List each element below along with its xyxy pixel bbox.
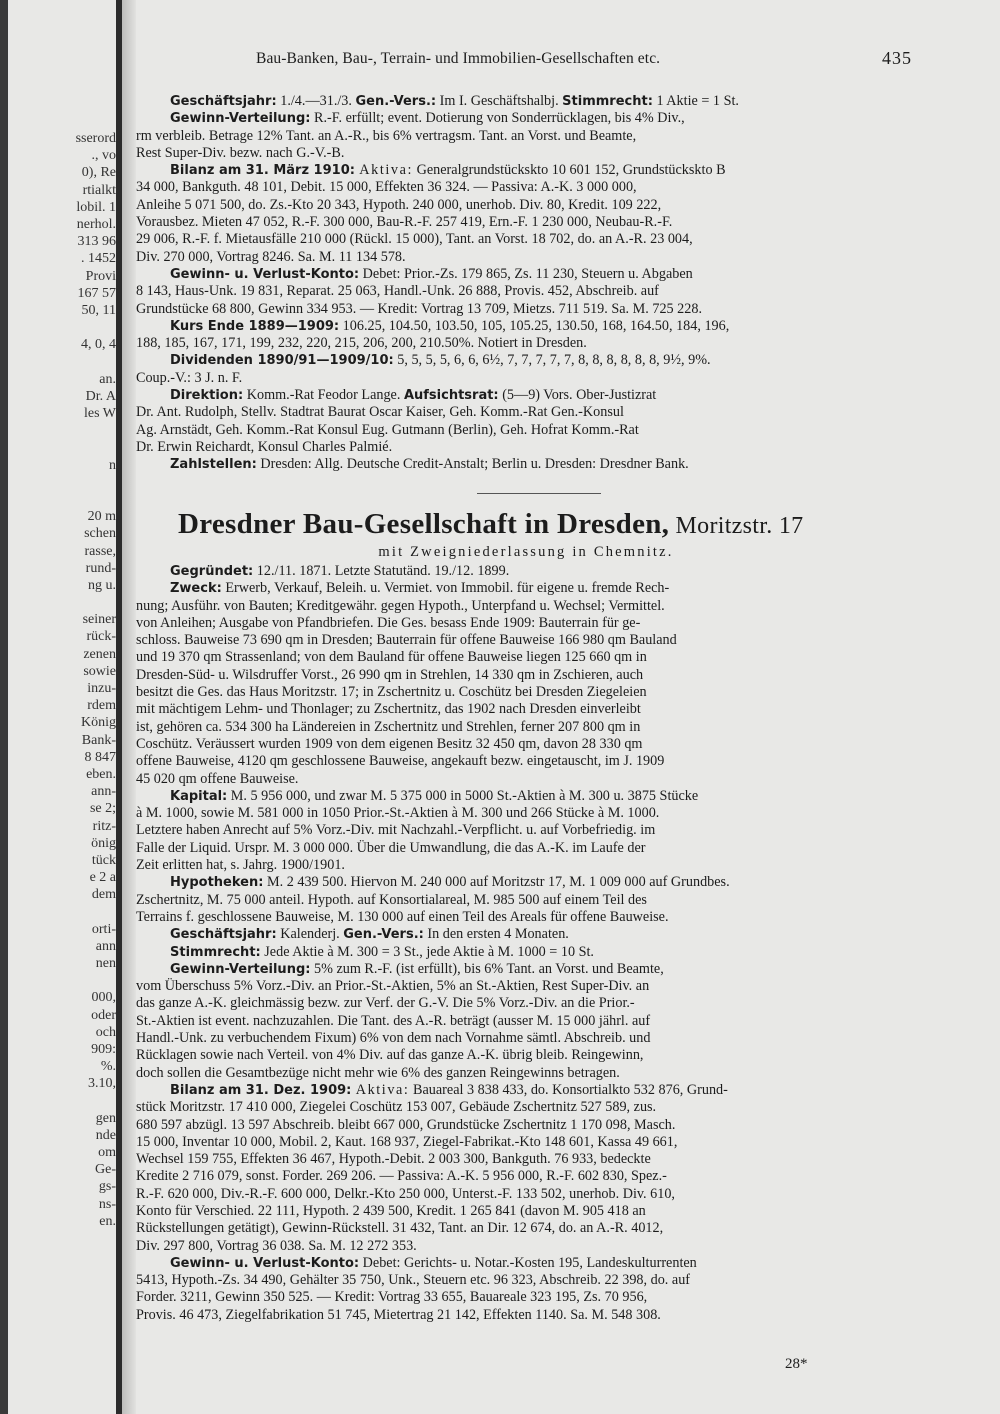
entry-label: Gen.-Vers.:: [343, 927, 424, 943]
entry-text: mit mächtigem Lehm- und Thonlager; zu Zschertnitz, das 1902 nach Dresden einverleibt: [136, 701, 641, 718]
text-line: [136, 926, 916, 943]
printer-signature-mark: 28*: [785, 1356, 808, 1372]
margin-fragment: König: [81, 715, 116, 731]
entry-text: Handl.-Unk. zu verbuchendem Fixum) 6% von dem nach Vornahme sämtl. Abschreib. und: [136, 1030, 651, 1047]
entry-text: von Anleihen; Ausgabe von Pfandbriefen. Die Ges. besass Ende 1909: Bauterrain für ge-: [136, 614, 641, 631]
entry-text: Rücklagen sowie nach Verteil. von 4% Div. auf das ganze A.-K. übrig bleib. Reingewinn,: [136, 1047, 644, 1064]
text-line: [136, 701, 916, 718]
company-heading: [178, 508, 918, 541]
text-line: [136, 1047, 916, 1064]
entry-text: doch sollen die Gesamtbezüge nicht mehr wie 6% des ganzen Reingewinns betragen.: [136, 1064, 620, 1081]
entry-text: und 19 370 qm Strassenland; von dem Bauland für offene Bauweise liegen 125 660 qm in: [136, 649, 647, 666]
margin-fragment: rund-: [85, 560, 116, 576]
text-line: [136, 771, 916, 788]
entry-text: rm verbleib. Betrage 12% Tant. an A.-R., bis 6% vertragsm. Tant. an Vorst. und Beamte,: [136, 127, 637, 144]
text-line: [136, 909, 916, 926]
entry-text: Aktiva:: [351, 1081, 410, 1098]
entry-text: ist, gehören ca. 534 300 ha Ländereien in Zschertnitz und Strehlen, ferner 207 800 qm in: [136, 718, 641, 735]
margin-fragment: ng u.: [88, 577, 116, 593]
entry-text: Dresden: Allg. Deutsche Credit-Anstalt; Berlin u. Dresden: Dresdner Bank.: [256, 456, 689, 473]
text-line: [136, 1203, 916, 1220]
margin-fragment: an.: [99, 371, 116, 387]
entry-text: 15 000, Inventar 10 000, Mobil. 2, Kaut. 168 937, Ziegel-Fabrikat.-Kto 148 601, Kassa 49 661,: [136, 1133, 678, 1150]
text-line: [136, 684, 916, 701]
entry-label: Kurs Ende 1889—1909:: [170, 318, 340, 334]
text-line: [136, 580, 916, 597]
entry-text: Provis. 46 473, Ziegelfabrikation 51 745, Mietertrag 21 142, Effekten 1140. Sa. M. 548 308.: [136, 1306, 661, 1323]
entry-text: M. 2 439 500. Hiervon M. 240 000 auf Moritzstr 17, M. 1 009 000 auf Grundbes.: [263, 874, 730, 891]
entry-text: 1 Aktie = 1 St.: [652, 93, 739, 109]
text-line: [136, 283, 916, 300]
entry-text: 34 000, Bankguth. 48 101, Debit. 15 000, Effekten 36 324. — Passiva: A.-K. 3 000 000,: [136, 179, 637, 196]
text-line: [136, 249, 916, 266]
entry-label: Gewinn- u. Verlust-Konto:: [170, 1255, 360, 1271]
entry-text: schloss. Bauweise 73 690 qm in Dresden; Bauterrain für offene Bauweise 166 980 qm Bauland: [136, 632, 677, 649]
text-line: [136, 978, 916, 995]
margin-fragment: [30, 439, 116, 456]
entry-text: Zeit erlitten hat, s. Jahrg. 1900/1901.: [136, 857, 345, 874]
text-line: [136, 456, 916, 473]
margin-fragment: en.: [99, 1213, 116, 1229]
margin-fragment: Bank-: [81, 732, 116, 748]
entry-label: Geschäftsjahr:: [170, 94, 277, 109]
entry-text: 5, 5, 5, 5, 6, 6, 6½, 7, 7, 7, 7, 7, 8, 8, 8, 8, 8, 8, 9½, 9%.: [393, 352, 711, 369]
text-line: [136, 736, 916, 753]
margin-fragment: 000,: [91, 990, 116, 1006]
margin-fragment: [30, 474, 116, 491]
entry-text: 12./11. 1871. Letzte Statutänd. 19./12. 1899.: [253, 563, 510, 579]
margin-fragment: orti-: [91, 921, 116, 937]
text-line: [136, 632, 916, 649]
margin-fragment: nen: [95, 956, 116, 971]
text-line: [136, 93, 916, 110]
entry-text: 5413, Hypoth.-Zs. 34 490, Gehälter 35 750, Unk., Steuern etc. 96 323, Abschreib. 22 398, do. auf: [136, 1272, 691, 1289]
margin-fragment: ns-: [98, 1196, 116, 1212]
entry-text: Dr. Ant. Rudolph, Stellv. Stadtrat Baurat Oscar Kaiser, Geh. Komm.-Rat Gen.-Konsul: [136, 404, 624, 421]
margin-fragment: lobil. 1: [76, 199, 116, 215]
text-line: [136, 335, 916, 352]
entry-text: Grundstücke 68 800, Gewinn 334 953. — Kredit: Vortrag 13 709, Mietzs. 711 519. Sa. M. 725 228.: [136, 300, 703, 317]
margin-fragment: schen: [84, 526, 116, 542]
entry-label: Dividenden 1890/91—1909/10:: [170, 353, 394, 369]
text-line: [136, 162, 916, 179]
margin-fragment: eben.: [86, 766, 116, 782]
margin-fragment: 0), Re: [81, 165, 116, 181]
entry-text: Komm.-Rat Feodor Lange.: [243, 387, 404, 404]
entry-text: 5% zum R.-F. (ist erfüllt), bis 6% Tant. an Vorst. und Beamte,: [310, 960, 664, 977]
entry-text: 8 143, Haus-Unk. 19 831, Reparat. 25 063, Handl.-Unk. 26 888, Provis. 452, Abschreib. auf: [136, 283, 659, 300]
text-line: [136, 404, 916, 421]
entry-label: Zahlstellen:: [170, 457, 257, 473]
text-line: [136, 1030, 916, 1047]
margin-fragment: gs-: [98, 1179, 116, 1195]
entry-text: Rückstellungen getätigt), Gewinn-Rückstell. 31 432, Tant. an Dir. 12 674, do. an A.-R. 4012,: [136, 1220, 664, 1237]
text-line: [136, 719, 916, 736]
margin-fragment: och: [95, 1024, 116, 1040]
text-line: [136, 961, 916, 978]
text-line: [136, 110, 916, 127]
margin-fragment: sowie: [83, 663, 116, 679]
margin-fragment: 50, 11: [81, 302, 116, 318]
entry-text: Vorausbez. Mieten 47 052, R.-F. 300 000, Bau-R.-F. 257 419, Ern.-F. 1 230 000, Neubau-R.-F.: [136, 214, 673, 231]
entry-text: R.-F. 620 000, Div.-R.-F. 600 000, Delkr.-Kto 250 000, Unterst.-F. 133 502, unerhob. Div. 610,: [136, 1185, 675, 1202]
text-line: [136, 1013, 916, 1030]
margin-fragment: 8 847: [84, 749, 116, 765]
text-line: [136, 995, 916, 1012]
margin-fragment: [30, 1093, 116, 1110]
entry-text: Bauareal 3 838 433, do. Konsortialkto 532 876, Grund-: [409, 1081, 728, 1098]
text-line: [136, 944, 916, 961]
text-line: [136, 352, 916, 369]
margin-fragment: tück: [91, 852, 116, 868]
text-line: [136, 1186, 916, 1203]
previous-company-section: [136, 93, 916, 474]
text-line: [136, 1238, 916, 1255]
text-line: [136, 1220, 916, 1237]
entry-text: In den ersten 4 Monaten.: [423, 926, 569, 943]
entry-text: Debet: Prior.-Zs. 179 865, Zs. 11 230, Steuern u. Abgaben: [359, 265, 693, 282]
text-line: [136, 874, 916, 891]
entry-text: à M. 1000, sowie M. 581 000 in 1050 Prior.-St.-Aktien à M. 300 und 266 Stücke à M. 1000.: [136, 805, 660, 822]
margin-fragment: rasse,: [84, 543, 116, 559]
entry-text: Forder. 3211, Gewinn 350 525. — Kredit: Vortrag 33 655, Bauareale 323 195, Zs. 70 956,: [136, 1289, 648, 1306]
text-line: [136, 1289, 916, 1306]
text-line: [136, 214, 916, 231]
entry-text: Coschütz. Veräussert wurden 1909 von dem eigenen Besitz 32 450 qm, davon 28 330 qm: [136, 735, 643, 752]
company-name: Dresdner Bau-Gesellschaft in Dresden,: [178, 508, 670, 540]
text-line: [136, 753, 916, 770]
entry-text: Anleihe 5 071 500, do. Zs.-Kto 20 343, Hypoth. 240 000, unerhob. Div. 80, Kredit. 109 222,: [136, 196, 662, 213]
entry-label: Gegründet:: [170, 564, 254, 579]
margin-fragment: [30, 422, 116, 439]
text-line: [136, 231, 916, 248]
margin-fragment: n: [109, 457, 116, 473]
entry-text: vom Überschuss 5% Vorz.-Div. an Prior.-St.-Aktien, 5% an St.-Aktien, Rest Super-Div. an: [136, 978, 650, 995]
margin-fragment: zenen: [83, 646, 116, 662]
entry-text: 1./4.—31./3.: [276, 93, 356, 109]
text-line: [136, 301, 916, 318]
text-line: [136, 1307, 916, 1324]
entry-label: Kapital:: [170, 788, 228, 804]
entry-text: 45 020 qm offene Bauweise.: [136, 770, 299, 787]
entry-label: Gewinn-Verteilung:: [170, 111, 311, 127]
entry-label: Gen.-Vers.:: [355, 94, 437, 109]
entry-text: St.-Aktien ist event. nachzuzahlen. Die Tant. des A.-R. beträgt (ausser M. 15 000 jährl. auf: [136, 1012, 651, 1029]
book-binding-edge: [0, 0, 8, 1414]
text-line: [136, 439, 916, 456]
entry-text: 188, 185, 167, 171, 199, 232, 220, 215, 206, 200, 210.50%. Notiert in Dresden.: [136, 335, 587, 352]
margin-fragment: %.: [100, 1059, 116, 1075]
entry-text: Div. 270 000, Vortrag 8246. Sa. M. 11 134 578.: [136, 248, 406, 265]
entry-label: Hypotheken:: [170, 875, 264, 891]
margin-fragment: [30, 594, 116, 611]
text-line: [136, 370, 916, 387]
text-line: [136, 1117, 916, 1134]
entry-text: Wechsel 159 755, Effekten 36 467, Hypoth.-Debit. 2 003 300, Bankguth. 76 933, bedeckte: [136, 1151, 651, 1168]
text-line: [136, 318, 916, 335]
entry-text: Coup.-V.: 3 J. n. F.: [136, 369, 243, 386]
margin-fragment: 313 96: [77, 234, 116, 250]
entry-label: Bilanz am 31. März 1910:: [170, 163, 355, 179]
entry-label: Aufsichtsrat:: [403, 388, 499, 404]
entry-text: Jede Aktie à M. 300 = 3 St., jede Aktie à M. 1000 = 10 St.: [260, 943, 594, 960]
running-header: [256, 50, 912, 68]
margin-fragment: ann-: [91, 784, 116, 800]
entry-text: Zschertnitz, M. 75 000 anteil. Hypoth. auf Konsortialareal, M. 985 500 auf einem Teil des: [136, 891, 647, 908]
text-line: [136, 179, 916, 196]
margin-fragment: nerhol.: [76, 216, 116, 232]
text-line: [136, 1272, 916, 1289]
margin-fragment: 167 57: [77, 285, 116, 301]
entry-text: stück Moritzstr. 17 410 000, Ziegelei Coschütz 153 007, Gebäude Zschertnitz 527 589, zus.: [136, 1099, 657, 1116]
entry-text: offene Bauweise, 4120 qm geschlossene Bauweise, angekauft bezw. eingetauscht, im J. 1909: [136, 753, 665, 770]
text-line: [136, 1099, 916, 1116]
entry-label: Bilanz am 31. Dez. 1909:: [170, 1082, 352, 1098]
text-line: [136, 788, 916, 805]
entry-text: Div. 297 800, Vortrag 36 038. Sa. M. 12 272 353.: [136, 1237, 417, 1254]
text-line: [136, 1151, 916, 1168]
margin-fragment: [30, 353, 116, 370]
text-line: [136, 563, 916, 580]
margin-fragment: nde: [95, 1127, 116, 1143]
margin-fragment: [30, 491, 116, 508]
entry-text: Kredite 2 716 079, sonst. Forder. 269 206. — Passiva: A.-K. 5 956 000, R.-F. 602 830, Spez.-: [136, 1168, 667, 1185]
text-line: [136, 128, 916, 145]
entry-label: Stimmrecht:: [562, 94, 653, 109]
text-line: [136, 387, 916, 404]
margin-fragment: e 2 a: [89, 870, 116, 886]
text-line: [136, 598, 916, 615]
entry-text: Im I. Geschäftshalbj.: [436, 93, 563, 109]
margin-fragment: ann: [95, 938, 116, 954]
entry-text: Ag. Arnstädt, Geh. Komm.-Rat Konsul Eug. Gutmann (Berlin), Geh. Hofrat Komm.-Rat: [136, 421, 639, 438]
entry-text: R.-F. erfüllt; event. Dotierung von Sonderrücklagen, bis 4% Div.,: [310, 110, 685, 127]
entry-text: Falle der Liquid. Urspr. M. 3 000 000. Über die Umwandlung, die das A.-K. im Laufe der: [136, 839, 646, 856]
margin-fragment: . 1452: [81, 251, 116, 267]
entry-text: Erwerb, Verkauf, Beleih. u. Vermiet. von Immobil. für eigene u. fremde Rech-: [221, 580, 670, 597]
entry-label: Zweck:: [170, 581, 222, 597]
margin-fragment: oder: [91, 1007, 116, 1023]
margin-fragment: 909:: [91, 1041, 116, 1057]
text-line: [136, 840, 916, 857]
company-branch-note: mit Zweigniederlassung in Chemnitz.: [378, 544, 674, 560]
entry-label: Gewinn- u. Verlust-Konto:: [170, 266, 360, 282]
text-line: [136, 857, 916, 874]
entry-text: Kalenderj.: [276, 926, 344, 943]
entry-label: Stimmrecht:: [170, 944, 261, 960]
text-line: [136, 1168, 916, 1185]
entry-text: Letztere haben Anrecht auf 5% Vorz.-Div. mit Nachzahl.-Verpflicht. u. auf Vorbefriedig. im: [136, 822, 656, 839]
margin-fragment: önig: [91, 835, 116, 851]
margin-fragment: inzu-: [87, 681, 116, 696]
margin-fragment: ., vo: [91, 148, 116, 164]
entry-text: besitzt die Ges. das Haus Moritzstr. 17; in Zschertnitz u. Coschütz bei Dresden Ziegeleien: [136, 684, 647, 701]
margin-fragment: se 2;: [89, 801, 116, 817]
entry-text: das ganze A.-K. gleichmässig bezw. zur Verf. der G.-V. Die 5% Vorz.-Div. an die Prior.-: [136, 995, 635, 1012]
entry-text: Konto für Verschied. 22 111, Hypoth. 2 439 500, Kredit. 1 265 841 (davon M. 905 418 an: [136, 1202, 646, 1219]
text-line: [136, 422, 916, 439]
entry-text: (5—9) Vors. Ober-Justizrat: [498, 387, 657, 404]
text-line: [136, 1255, 916, 1272]
section-separator: [477, 493, 601, 494]
text-line: [136, 266, 916, 283]
text-line: [136, 197, 916, 214]
text-line: [136, 667, 916, 684]
entry-text: Terrains f. geschlossene Bauweise, M. 130 000 auf einen Teil des Areals für offene Bauweise.: [136, 908, 669, 925]
entry-text: M. 5 956 000, und zwar M. 5 375 000 in 5000 St.-Aktien à M. 300 u. 3875 Stücke: [227, 787, 699, 804]
margin-fragment: Ge-: [95, 1162, 116, 1178]
margin-fragment: 3.10,: [88, 1076, 116, 1092]
company-details-section: [136, 563, 916, 1324]
margin-fragment: 20 m: [87, 509, 116, 525]
entry-text: Debet: Gerichts- u. Notar.-Kosten 195, Landeskulturrenten: [359, 1254, 697, 1271]
entry-text: nung; Ausführ. von Bauten; Kreditgewähr. gegen Hypoth., Unterpfand u. Wechsel; Vermittel.: [136, 597, 665, 614]
text-line: [136, 1065, 916, 1082]
margin-fragment: ritz-: [92, 818, 116, 834]
entry-text: 106.25, 104.50, 103.50, 105, 105.25, 130.50, 168, 164.50, 184, 196,: [339, 317, 730, 334]
margin-fragment: [30, 319, 116, 336]
text-line: [136, 1082, 916, 1099]
margin-fragment: rück-: [86, 629, 116, 645]
text-line: [136, 805, 916, 822]
text-line: [136, 1134, 916, 1151]
previous-page-margin-text: [30, 130, 116, 1230]
text-line: [136, 649, 916, 666]
margin-fragment: rdem: [87, 698, 116, 714]
margin-fragment: gen: [95, 1110, 116, 1126]
text-line: [136, 892, 916, 909]
margin-fragment: Provi: [85, 268, 116, 284]
header-title: Bau-Banken, Bau-, Terrain- und Immobilien-Gesellschaften etc.: [256, 50, 661, 67]
text-line: [136, 822, 916, 839]
margin-fragment: les W: [83, 406, 116, 421]
text-line: [136, 145, 916, 162]
margin-fragment: [30, 972, 116, 989]
margin-fragment: 4, 0, 4: [81, 337, 116, 353]
entry-text: Dresden-Süd- u. Wilsdruffer Vorst., 26 990 qm in Strehlen, 14 330 qm in Zschieren, auch: [136, 666, 644, 683]
margin-fragment: dem: [91, 887, 116, 903]
margin-fragment: Dr. A: [85, 388, 116, 404]
entry-label: Geschäftsjahr:: [170, 927, 277, 943]
entry-text: Aktiva:: [354, 162, 414, 179]
entry-text: Dr. Erwin Reichardt, Konsul Charles Palmié.: [136, 438, 393, 455]
margin-fragment: om: [98, 1145, 116, 1161]
entry-text: 680 597 abzügl. 13 597 Abschreib. bleibt 667 000, Grundstücke Zschertnitz 1 170 098, Masch.: [136, 1116, 676, 1133]
company-address: Moritzstr. 17: [669, 513, 804, 539]
entry-label: Gewinn-Verteilung:: [170, 961, 311, 977]
margin-fragment: rtialkt: [82, 182, 116, 198]
entry-text: 29 006, R.-F. f. Mietausfälle 210 000 (Rückl. 15 000), Tant. an Vorst. 18 702, do. an A.-R. 23 004,: [136, 231, 693, 248]
margin-fragment: sserord: [75, 131, 116, 146]
entry-text: Rest Super-Div. bezw. nach G.-V.-B.: [136, 144, 345, 161]
entry-label: Direktion:: [170, 388, 244, 404]
text-line: [136, 615, 916, 632]
margin-fragment: seiner: [82, 612, 116, 628]
page-fold-gradient: [122, 0, 136, 1414]
entry-text: Generalgrundstückskto 10 601 152, Grundstückskto B: [413, 162, 726, 179]
margin-fragment: [30, 903, 116, 920]
page-number: 435: [882, 48, 912, 68]
